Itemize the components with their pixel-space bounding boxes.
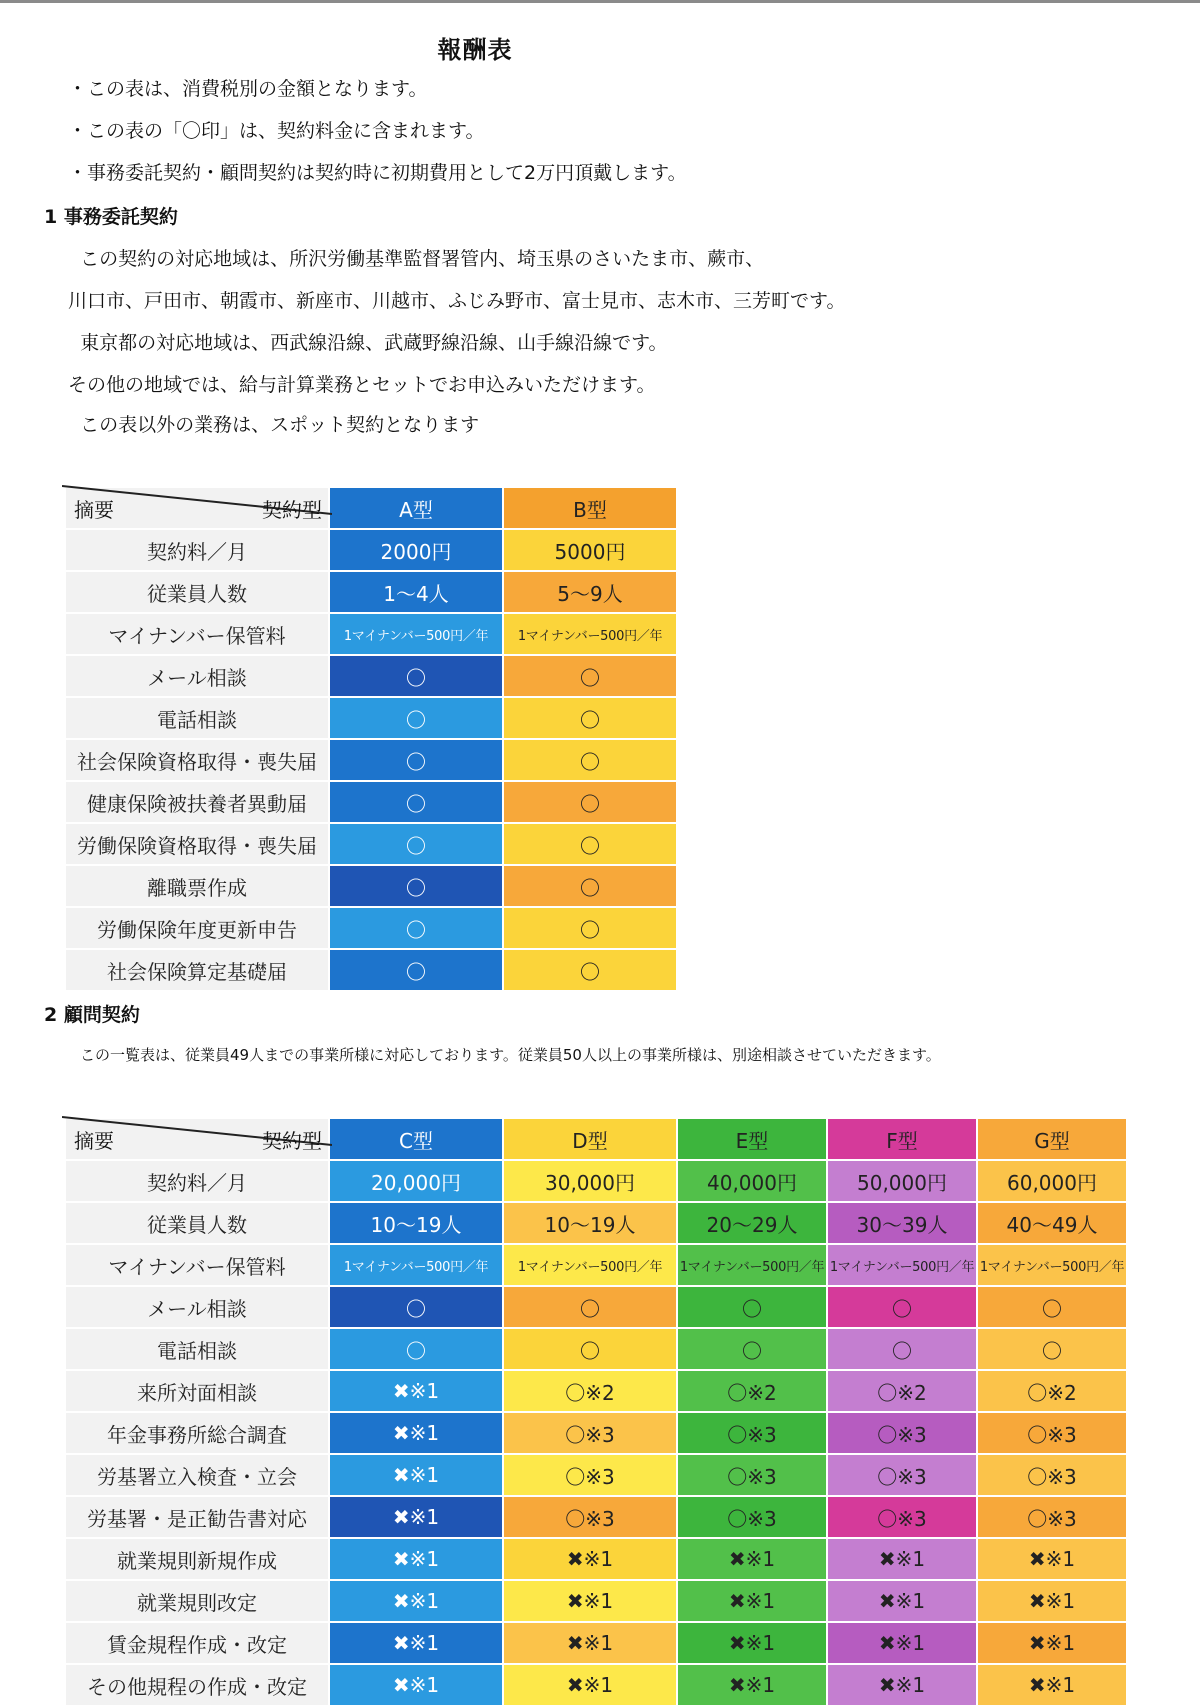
table-cell: 30,000円	[504, 1161, 676, 1201]
table-cell: 〇	[504, 1287, 676, 1327]
row-label: 就業規則改定	[66, 1581, 328, 1621]
table-cell: ✖※1	[828, 1665, 976, 1705]
table-cell: 〇	[504, 698, 676, 738]
table-cell: ✖※1	[330, 1623, 502, 1663]
row-label: 契約料／月	[66, 1161, 328, 1201]
table-cell: 5000円	[504, 530, 676, 570]
row-label: 社会保険算定基礎届	[66, 950, 328, 990]
table-row	[66, 1623, 1126, 1663]
table-cell: 〇※2	[504, 1371, 676, 1411]
column-header-d: D型	[504, 1119, 676, 1159]
row-label: 電話相談	[66, 1329, 328, 1369]
corner-label-summary: 摘要	[74, 498, 114, 522]
table-cell: ✖※1	[330, 1413, 502, 1453]
row-label: 健康保険被扶養者異動届	[66, 782, 328, 822]
table-cell: 30～39人	[828, 1203, 976, 1243]
table-row	[66, 740, 676, 780]
table-cell: ✖※1	[678, 1665, 826, 1705]
top-border	[0, 0, 1200, 3]
contract-table-1	[64, 486, 678, 992]
table-cell: 〇※2	[828, 1371, 976, 1411]
table-cell: 60,000円	[978, 1161, 1126, 1201]
table-cell: 1マイナンバー500円／年	[330, 1245, 502, 1285]
row-label: 契約料／月	[66, 530, 328, 570]
table-cell: 40,000円	[678, 1161, 826, 1201]
intro-line-2: ・この表の「〇印」は、契約料金に含まれます。	[68, 120, 485, 142]
table-cell: 〇	[330, 698, 502, 738]
table-cell: ✖※1	[330, 1497, 502, 1537]
table-cell: 〇	[678, 1287, 826, 1327]
table-row	[66, 950, 676, 990]
table-cell: ✖※1	[504, 1539, 676, 1579]
contract-table-2	[64, 1117, 1128, 1707]
table-row	[66, 698, 676, 738]
table-cell: 〇	[504, 782, 676, 822]
table-row	[66, 1329, 1126, 1369]
row-label: マイナンバー保管料	[66, 1245, 328, 1285]
table-cell: 1マイナンバー500円／年	[504, 1245, 676, 1285]
table-cell: ✖※1	[678, 1623, 826, 1663]
table-cell: 〇	[504, 740, 676, 780]
table-cell: 〇	[330, 740, 502, 780]
table-cell: ✖※1	[330, 1539, 502, 1579]
table-row	[66, 1161, 1126, 1201]
column-header-c: C型	[330, 1119, 502, 1159]
column-header-f: F型	[828, 1119, 976, 1159]
section2-note: この一覧表は、従業員49人までの事業所様に対応しております。従業員50人以上の事業所様は、別途相談させていただきます。	[80, 1046, 941, 1064]
corner-label-type: 契約型	[262, 1129, 322, 1153]
row-label: 年金事務所総合調査	[66, 1413, 328, 1453]
table-cell: 〇	[330, 1329, 502, 1369]
table-row	[66, 1497, 1126, 1537]
table-row	[66, 1371, 1126, 1411]
table-cell: 20,000円	[330, 1161, 502, 1201]
table-cell: 〇※3	[504, 1497, 676, 1537]
table-row	[66, 1287, 1126, 1327]
table-cell: 10～19人	[330, 1203, 502, 1243]
table-cell: 〇	[504, 908, 676, 948]
table-cell: ✖※1	[828, 1539, 976, 1579]
table-cell: 1マイナンバー500円／年	[978, 1245, 1126, 1285]
row-label: メール相談	[66, 656, 328, 696]
table-cell: 〇	[330, 950, 502, 990]
table-cell: 〇	[330, 824, 502, 864]
section1-line-4: その他の地域では、給与計算業務とセットでお申込みいただけます。	[68, 374, 656, 396]
row-label: 労基署立入検査・立会	[66, 1455, 328, 1495]
table-cell: 〇※3	[504, 1455, 676, 1495]
table-row	[66, 1245, 1126, 1285]
row-label: 社会保険資格取得・喪失届	[66, 740, 328, 780]
table-cell: 〇	[504, 866, 676, 906]
intro-line-1: ・この表は、消費税別の金額となります。	[68, 78, 428, 100]
table-corner-cell	[66, 1119, 328, 1159]
row-label: 労基署・是正勧告書対応	[66, 1497, 328, 1537]
section1-line-2: 川口市、戸田市、朝霞市、新座市、川越市、ふじみ野市、富士見市、志木市、三芳町です。	[68, 290, 846, 312]
row-label: 来所対面相談	[66, 1371, 328, 1411]
table-row	[66, 824, 676, 864]
row-label: マイナンバー保管料	[66, 614, 328, 654]
table-cell: 1～4人	[330, 572, 502, 612]
table-cell: 10～19人	[504, 1203, 676, 1243]
row-label: 従業員人数	[66, 1203, 328, 1243]
table-cell: 1マイナンバー500円／年	[828, 1245, 976, 1285]
table-row	[66, 614, 676, 654]
table-row	[66, 1203, 1126, 1243]
table-cell: 1マイナンバー500円／年	[504, 614, 676, 654]
table-cell: 〇※3	[828, 1497, 976, 1537]
section2-heading: 2 顧問契約	[44, 1004, 140, 1026]
table-cell: 50,000円	[828, 1161, 976, 1201]
table-cell: 5～9人	[504, 572, 676, 612]
table-cell: ✖※1	[330, 1371, 502, 1411]
table-cell: ✖※1	[978, 1623, 1126, 1663]
table-cell: 〇	[330, 1287, 502, 1327]
section1-line-3: 東京都の対応地域は、西武線沿線、武蔵野線沿線、山手線沿線です。	[68, 332, 668, 354]
table-row	[66, 908, 676, 948]
table-row	[66, 572, 676, 612]
table-cell: ✖※1	[330, 1581, 502, 1621]
row-label: 労働保険年度更新申告	[66, 908, 328, 948]
table-row	[66, 656, 676, 696]
table-cell: 〇	[504, 824, 676, 864]
table-cell: 〇	[978, 1287, 1126, 1327]
table-cell: ✖※1	[504, 1623, 676, 1663]
table-cell: 20～29人	[678, 1203, 826, 1243]
row-label: 電話相談	[66, 698, 328, 738]
table-cell: 〇※3	[678, 1413, 826, 1453]
table-cell: ✖※1	[504, 1665, 676, 1705]
column-header-a: A型	[330, 488, 502, 528]
table-cell: 〇※3	[828, 1455, 976, 1495]
table-cell: 〇	[330, 656, 502, 696]
table-cell: 40～49人	[978, 1203, 1126, 1243]
table-cell: 〇	[504, 656, 676, 696]
table-cell: 〇※3	[504, 1413, 676, 1453]
table-row	[66, 782, 676, 822]
table-cell: ✖※1	[504, 1581, 676, 1621]
table-cell: 〇※3	[678, 1497, 826, 1537]
column-header-g: G型	[978, 1119, 1126, 1159]
table-cell: 〇	[828, 1329, 976, 1369]
table-cell: ✖※1	[828, 1623, 976, 1663]
table-cell: ✖※1	[978, 1665, 1126, 1705]
table-cell: 〇	[678, 1329, 826, 1369]
table-cell: ✖※1	[330, 1665, 502, 1705]
table-header-row	[66, 1119, 1126, 1159]
table-cell: ✖※1	[978, 1581, 1126, 1621]
table-cell: 〇※3	[978, 1497, 1126, 1537]
table-cell: 1マイナンバー500円／年	[330, 614, 502, 654]
row-label: 就業規則新規作成	[66, 1539, 328, 1579]
table-cell: 〇※2	[978, 1371, 1126, 1411]
section1-heading: 1 事務委託契約	[44, 206, 178, 228]
table-cell: 〇※3	[828, 1413, 976, 1453]
corner-label-type: 契約型	[262, 498, 322, 522]
corner-label-summary: 摘要	[74, 1129, 114, 1153]
table-cell: 〇	[330, 908, 502, 948]
table-cell: ✖※1	[678, 1581, 826, 1621]
table-row	[66, 1581, 1126, 1621]
row-label: 賃金規程作成・改定	[66, 1623, 328, 1663]
table-cell: 1マイナンバー500円／年	[678, 1245, 826, 1285]
table-cell: 〇※3	[978, 1413, 1126, 1453]
table-row	[66, 1665, 1126, 1705]
table-cell: 〇※3	[678, 1455, 826, 1495]
table-row	[66, 1539, 1126, 1579]
table-corner-cell	[66, 488, 328, 528]
table-cell: ✖※1	[978, 1539, 1126, 1579]
table-row	[66, 530, 676, 570]
page-title: 報酬表	[437, 36, 513, 64]
table-cell: 〇	[330, 782, 502, 822]
table-cell: ✖※1	[678, 1539, 826, 1579]
row-label: 離職票作成	[66, 866, 328, 906]
table-cell: 〇	[330, 866, 502, 906]
table-cell: 〇※2	[678, 1371, 826, 1411]
table-row	[66, 866, 676, 906]
table-cell: 2000円	[330, 530, 502, 570]
table-row	[66, 1455, 1126, 1495]
row-label: 労働保険資格取得・喪失届	[66, 824, 328, 864]
table-cell: ✖※1	[330, 1455, 502, 1495]
table-cell: 〇	[504, 950, 676, 990]
section1-line-5: この表以外の業務は、スポット契約となります	[68, 414, 480, 436]
table-row	[66, 1413, 1126, 1453]
table-cell: ✖※1	[828, 1581, 976, 1621]
row-label: メール相談	[66, 1287, 328, 1327]
intro-line-3: ・事務委託契約・顧問契約は契約時に初期費用として2万円頂戴します。	[68, 162, 687, 184]
table-header-row	[66, 488, 676, 528]
table-cell: 〇	[828, 1287, 976, 1327]
section1-line-1: この契約の対応地域は、所沢労働基準監督署管内、埼玉県のさいたま市、蕨市、	[68, 248, 765, 270]
table-cell: 〇	[504, 1329, 676, 1369]
column-header-b: B型	[504, 488, 676, 528]
column-header-e: E型	[678, 1119, 826, 1159]
row-label: その他規程の作成・改定	[66, 1665, 328, 1705]
table-cell: 〇※3	[978, 1455, 1126, 1495]
row-label: 従業員人数	[66, 572, 328, 612]
table-cell: 〇	[978, 1329, 1126, 1369]
